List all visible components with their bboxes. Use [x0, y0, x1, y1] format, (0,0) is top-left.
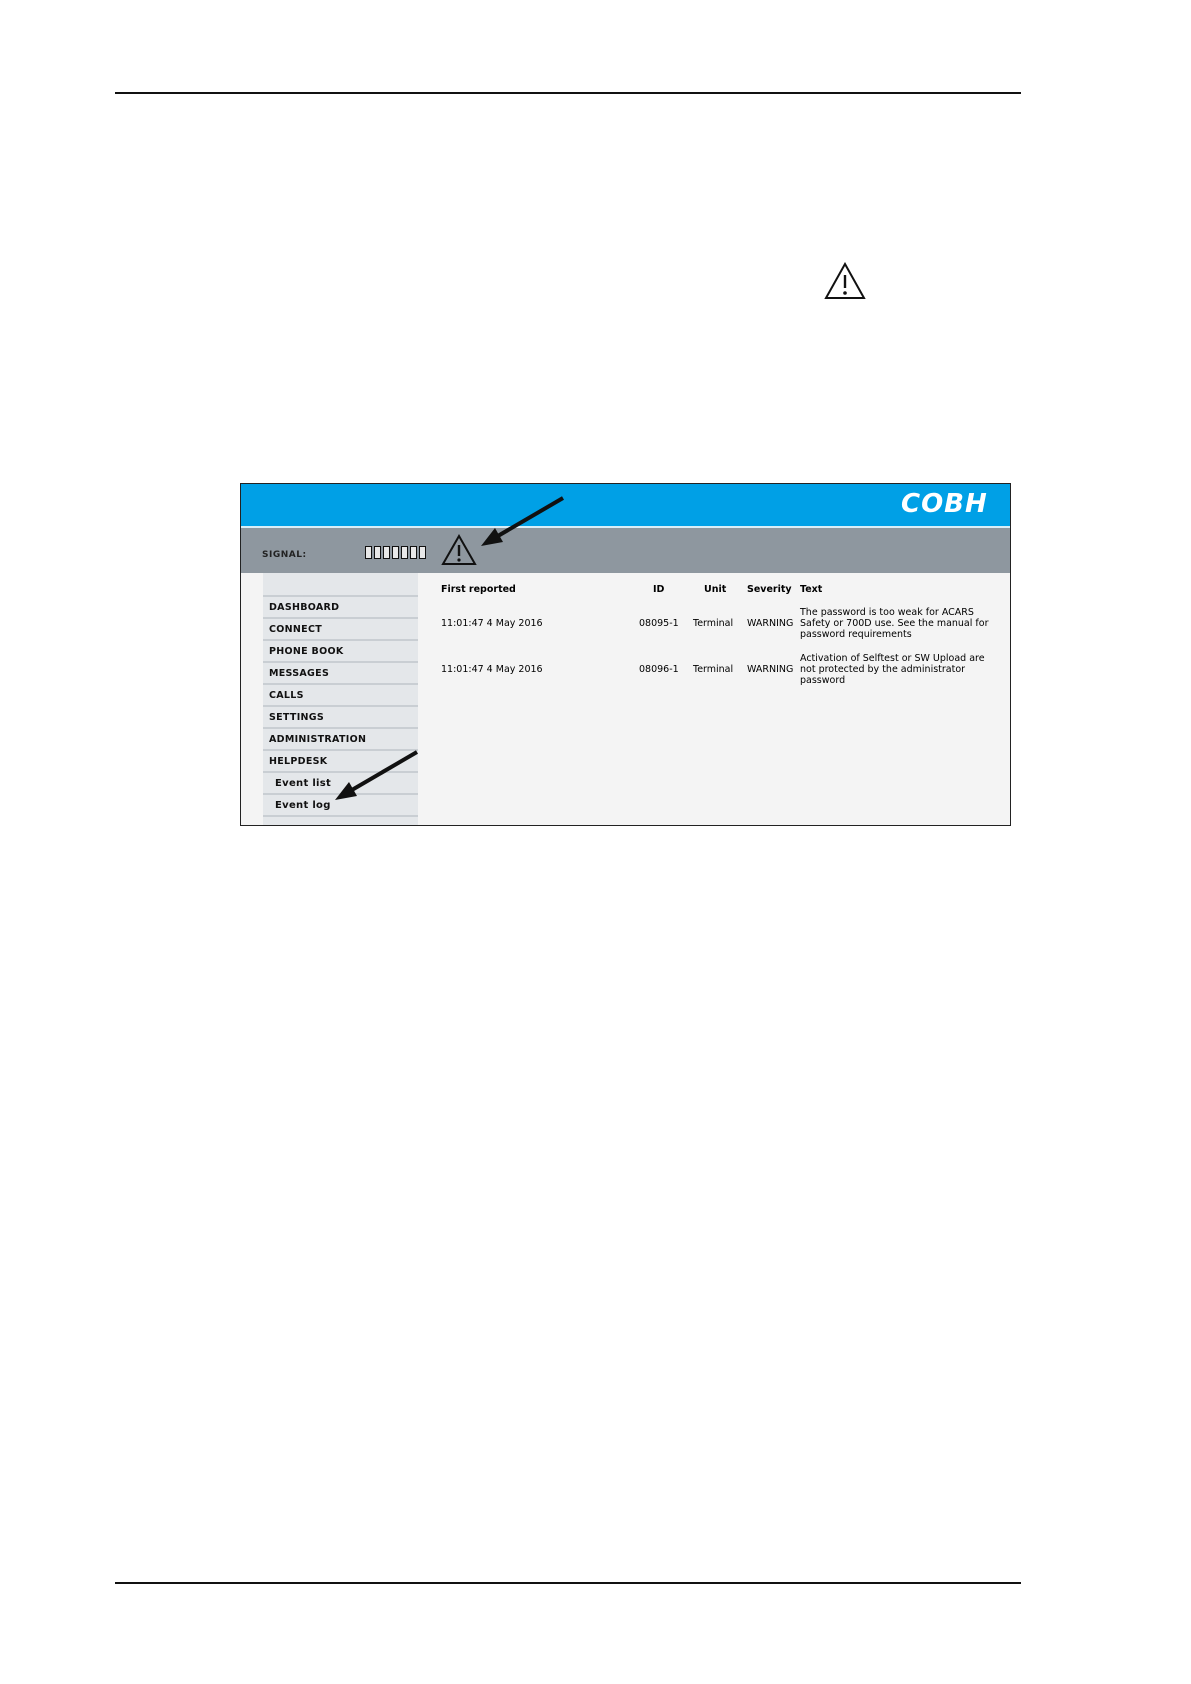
warning-triangle-icon: [824, 262, 866, 300]
sidebar-item-calls[interactable]: CALLS: [263, 685, 418, 707]
sidebar-item-settings[interactable]: SETTINGS: [263, 707, 418, 729]
column-header-id: ID: [653, 584, 665, 595]
page-bottom-rule: [115, 1582, 1021, 1584]
cell-severity: WARNING: [747, 618, 794, 629]
signal-bar: [392, 546, 399, 559]
signal-bar: [383, 546, 390, 559]
cell-text: Activation of Selftest or SW Upload are not protected by the administrator password: [800, 653, 985, 686]
cell-unit: Terminal: [693, 664, 734, 675]
signal-bar: [401, 546, 408, 559]
cell-id: 08095-1: [639, 618, 679, 629]
sidebar-item-event-log[interactable]: Event log: [263, 795, 418, 817]
sidebar-item-helpdesk[interactable]: HELPDESK: [263, 751, 418, 773]
cell-id: 08096-1: [639, 664, 679, 675]
web-interface-screenshot: [240, 483, 1011, 826]
sidebar-item-connect[interactable]: CONNECT: [263, 619, 418, 641]
warning-icon[interactable]: [441, 534, 477, 566]
page-top-rule: [115, 92, 1021, 94]
signal-bar: [365, 546, 372, 559]
cell-unit: Terminal: [693, 618, 734, 629]
status-bar: [241, 528, 1010, 573]
signal-strength-icon: [365, 546, 426, 559]
sidebar-spacer: [263, 573, 418, 597]
cell-first-reported: 11:01:47 4 May 2016: [441, 664, 543, 675]
cell-first-reported: 11:01:47 4 May 2016: [441, 618, 543, 629]
brand-logo: COBH: [901, 489, 988, 519]
sidebar-item-messages[interactable]: MESSAGES: [263, 663, 418, 685]
column-header-first-reported: First reported: [441, 584, 516, 595]
column-header-text: Text: [800, 584, 823, 595]
column-header-severity: Severity: [747, 584, 792, 595]
signal-bar: [410, 546, 417, 559]
sidebar-item-event-list[interactable]: Event list: [263, 773, 418, 795]
signal-label: SIGNAL:: [262, 550, 307, 560]
cell-text: The password is too weak for ACARS Safety or 700D use. See the manual for password requirements: [800, 607, 989, 640]
sidebar-item-administration[interactable]: ADMINISTRATION: [263, 729, 418, 751]
sidebar-item-dashboard[interactable]: DASHBOARD: [263, 597, 418, 619]
cell-severity: WARNING: [747, 664, 794, 675]
header-banner: [241, 484, 1010, 526]
signal-bar: [419, 546, 426, 559]
signal-bar: [374, 546, 381, 559]
column-header-unit: Unit: [704, 584, 727, 595]
sidebar-nav: [263, 573, 418, 826]
sidebar-item-phone-book[interactable]: PHONE BOOK: [263, 641, 418, 663]
